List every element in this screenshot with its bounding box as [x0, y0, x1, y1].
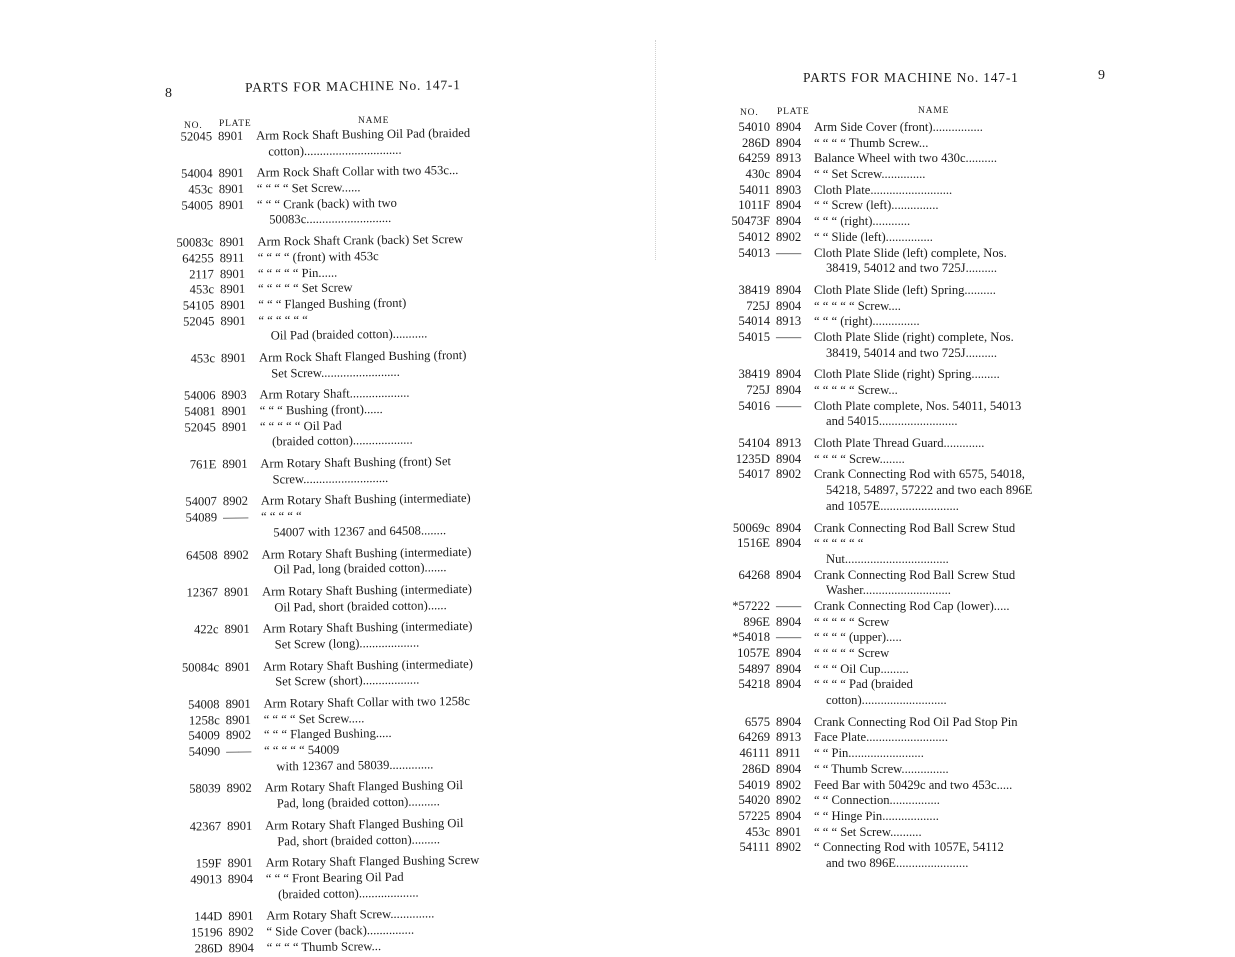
plate-number: 8904 — [776, 367, 808, 383]
part-name: Arm Rotary Shaft Flanged Bushing Oil — [265, 778, 509, 797]
part-name: with 12367 and 58039.............. — [276, 756, 508, 775]
part-name: cotton)........................... — [826, 693, 1064, 709]
part-name: “ Side Cover (back)............... — [266, 921, 510, 940]
plate-number: 8901 — [222, 457, 254, 473]
part-name: Arm Rotary Shaft Flanged Bushing Oil — [265, 815, 509, 834]
plate-number: 8904 — [776, 568, 808, 584]
page-number: 9 — [1098, 68, 1105, 84]
part-name: Cloth Plate Slide (left) Spring.......... — [814, 283, 1064, 299]
part-name: Washer............................ — [826, 583, 1064, 599]
part-name: Pad, short (braided cotton)......... — [277, 831, 509, 850]
part-number: 58039 — [163, 782, 221, 798]
part-name: “ “ “ “ “ — [261, 507, 505, 526]
part-name: “ “ “ “ “ Pin...... — [258, 263, 502, 282]
plate-number: 8913 — [776, 314, 808, 330]
plate-number: 8902 — [776, 467, 808, 483]
part-name: Arm Rotary Shaft................... — [259, 385, 503, 404]
plate-number: 8904 — [776, 299, 808, 315]
plate-number: 8901 — [222, 419, 254, 435]
part-number: *57222 — [712, 599, 770, 615]
part-number: 1516E — [712, 536, 770, 552]
part-name: “ “ “ “ “ 54009 — [264, 740, 508, 759]
part-number: 54004 — [154, 167, 212, 183]
part-number: 54013 — [712, 246, 770, 262]
plate-number: 8904 — [776, 198, 808, 214]
plate-number: 8901 — [220, 266, 252, 282]
plate-number: 8901 — [219, 197, 251, 213]
part-name: Arm Rotary Shaft Collar with two 1258c — [263, 693, 507, 712]
part-name: “ “ Connection................ — [814, 793, 1064, 809]
part-name: “ “ Set Screw.............. — [814, 167, 1064, 183]
plate-number: 8902 — [776, 778, 808, 794]
plate-number: 8901 — [228, 909, 260, 925]
plate-number: 8901 — [221, 351, 253, 367]
part-name: Pad, long (braided cotton).......... — [277, 794, 509, 813]
part-name: Arm Rotary Shaft Bushing (intermediate) — [262, 619, 506, 638]
part-number: 896E — [712, 615, 770, 631]
part-name: Arm Rotary Shaft Screw.............. — [266, 906, 510, 925]
part-number: 46111 — [712, 746, 770, 762]
part-name: Cloth Plate.......................... — [814, 183, 1064, 199]
part-number: 38419 — [712, 283, 770, 299]
part-number: 54081 — [158, 404, 216, 420]
part-name: Screw........................... — [272, 469, 504, 488]
part-name: (braided cotton)................... — [278, 884, 510, 903]
plate-number: 8901 — [227, 818, 259, 834]
plate-number: 8903 — [221, 388, 253, 404]
part-name: “ “ “ Bushing (front)...... — [260, 400, 504, 419]
plate-number: 8901 — [228, 856, 260, 872]
part-number: 144D — [164, 909, 222, 925]
part-number: 54015 — [712, 330, 770, 346]
part-name: Cloth Plate Slide (right) complete, Nos. — [814, 330, 1064, 346]
part-name: Cloth Plate complete, Nos. 54011, 54013 — [814, 399, 1064, 415]
column-header-plate: PLATE — [219, 119, 252, 129]
part-name: Face Plate.......................... — [814, 730, 1064, 746]
part-name: “ “ “ Crank (back) with two — [257, 194, 501, 213]
running-head: PARTS FOR MACHINE No. 147-1 — [803, 70, 1019, 86]
plate-number: 8904 — [776, 120, 808, 136]
part-number: 49013 — [164, 872, 222, 888]
part-number: 52045 — [154, 129, 212, 145]
plate-number: 8902 — [227, 781, 259, 797]
plate-number: 8904 — [776, 283, 808, 299]
plate-number: 8904 — [776, 452, 808, 468]
part-name: Set Screw (short).................. — [275, 672, 507, 691]
part-name: “ “ “ “ “ Screw — [814, 646, 1064, 662]
part-number: 50069c — [712, 521, 770, 537]
part-name: “ “ “ “ Set Screw..... — [264, 709, 508, 728]
part-name: Cloth Plate Slide (left) complete, Nos. — [814, 246, 1064, 262]
part-name: “ “ “ (right)............... — [814, 314, 1064, 330]
part-name: Oil Pad, long (braided cotton)....... — [274, 560, 506, 579]
part-name: Oil Pad (braided cotton)........... — [271, 326, 503, 345]
part-name: “ “ Pin........................ — [814, 746, 1064, 762]
plate-number: 8901 — [225, 659, 257, 675]
part-name: “ “ “ Set Screw.......... — [814, 825, 1064, 841]
part-number: 453c — [157, 351, 215, 367]
part-number: 38419 — [712, 367, 770, 383]
part-name: Arm Rotary Shaft Bushing (front) Set — [260, 454, 504, 473]
part-number: 54090 — [162, 744, 220, 760]
part-name: Cloth Plate Thread Guard............. — [814, 436, 1064, 452]
part-number: 286D — [712, 136, 770, 152]
part-number: 1057E — [712, 646, 770, 662]
plate-number: —— — [776, 246, 808, 262]
part-number: 54007 — [159, 495, 217, 511]
part-name: 38419, 54014 and two 725J.......... — [826, 346, 1064, 362]
part-name: Arm Rock Shaft Collar with two 453c... — [256, 163, 500, 182]
column-header-no: NO. — [184, 121, 203, 131]
part-name: Set Screw (long)................... — [275, 634, 507, 653]
part-number: 430c — [712, 167, 770, 183]
plate-number: 8904 — [229, 940, 261, 956]
part-number: 453c — [156, 282, 214, 298]
plate-number: 8902 — [776, 840, 808, 856]
part-name: “ “ “ “ “ Screw.... — [814, 299, 1064, 315]
plate-number: 8902 — [223, 547, 255, 563]
plate-number: 8913 — [776, 151, 808, 167]
plate-number: 8902 — [226, 728, 258, 744]
part-number: 761E — [158, 457, 216, 473]
part-name: “ “ “ “ (upper)..... — [814, 630, 1064, 646]
plate-number: 8904 — [776, 809, 808, 825]
part-name: “ “ “ “ (front) with 453c — [258, 247, 502, 266]
part-number: 422c — [160, 622, 218, 638]
part-name: “ “ “ Flanged Bushing..... — [264, 725, 508, 744]
plate-number: 8904 — [776, 521, 808, 537]
plate-number: 8911 — [220, 251, 252, 267]
part-name: 54218, 54897, 57222 and two each 896E — [826, 483, 1064, 499]
part-name: Arm Rotary Shaft Bushing (intermediate) — [261, 544, 505, 563]
part-name: 54007 with 12367 and 64508........ — [273, 522, 505, 541]
right-page — [640, 0, 1235, 954]
running-head: PARTS FOR MACHINE No. 147-1 — [245, 77, 461, 96]
part-name: “ “ “ “ “ “ — [258, 310, 502, 329]
plate-number: 8901 — [222, 404, 254, 420]
part-name: Arm Rock Shaft Flanged Bushing (front) — [259, 347, 503, 366]
part-name: Arm Rotary Shaft Bushing (intermediate) — [261, 491, 505, 510]
part-number: 64259 — [712, 151, 770, 167]
plate-number: 8901 — [225, 697, 257, 713]
part-number: 52045 — [156, 314, 214, 330]
part-name: “ “ “ “ “ Screw — [814, 615, 1064, 631]
part-name: and two 896E....................... — [826, 856, 1064, 872]
column-header-no: NO. — [740, 108, 759, 118]
plate-number: 8901 — [776, 825, 808, 841]
part-name: Crank Connecting Rod with 6575, 54018, — [814, 467, 1064, 483]
plate-number: 8904 — [776, 536, 808, 552]
part-name: Arm Rotary Shaft Flanged Bushing Screw — [266, 853, 510, 872]
part-name: “ “ “ “ “ Oil Pad — [260, 416, 504, 435]
plate-number: 8904 — [776, 662, 808, 678]
part-number: 54105 — [156, 298, 214, 314]
plate-number: 8904 — [776, 646, 808, 662]
part-name: and 1057E......................... — [826, 499, 1064, 515]
part-name: “ “ “ “ Set Screw...... — [257, 179, 501, 198]
plate-number: —— — [776, 630, 808, 646]
plate-number: 8904 — [776, 762, 808, 778]
part-number: 42367 — [163, 819, 221, 835]
plate-number: 8901 — [218, 166, 250, 182]
part-number: 54104 — [712, 436, 770, 452]
part-number: 64269 — [712, 730, 770, 746]
part-name: “ “ Thumb Screw............... — [814, 762, 1064, 778]
plate-number: 8902 — [228, 925, 260, 941]
part-name: “ “ “ “ Thumb Screw... — [814, 136, 1064, 152]
plate-number: —— — [226, 744, 258, 760]
plate-number: 8901 — [218, 129, 250, 145]
part-number: 50083c — [155, 235, 213, 251]
plate-number: 8913 — [776, 730, 808, 746]
part-name: and 54015......................... — [826, 414, 1064, 430]
plate-number: —— — [223, 510, 255, 526]
part-name: “ “ “ “ Screw........ — [814, 452, 1064, 468]
part-number: 453c — [712, 825, 770, 841]
plate-number: 8901 — [219, 182, 251, 198]
part-number: 159F — [164, 856, 222, 872]
plate-number: —— — [776, 399, 808, 415]
part-name: “ “ “ “ Thumb Screw... — [267, 937, 511, 956]
part-name: Oil Pad, short (braided cotton)...... — [274, 597, 506, 616]
plate-number: 8904 — [228, 872, 260, 888]
plate-number: 8901 — [224, 585, 256, 601]
part-number: 54017 — [712, 467, 770, 483]
part-number: 54005 — [155, 198, 213, 214]
part-name: Crank Connecting Rod Ball Screw Stud — [814, 521, 1064, 537]
part-number: 54011 — [712, 183, 770, 199]
part-name: “ “ “ “ “ Screw... — [814, 383, 1064, 399]
plate-number: 8904 — [776, 383, 808, 399]
plate-number: 8904 — [776, 615, 808, 631]
column-header-name: NAME — [918, 106, 949, 116]
part-name: Crank Connecting Rod Oil Pad Stop Pin — [814, 715, 1064, 731]
plate-number: 8902 — [223, 494, 255, 510]
part-number: 54010 — [712, 120, 770, 136]
part-name: Balance Wheel with two 430c.......... — [814, 151, 1064, 167]
part-number: 453c — [155, 182, 213, 198]
part-number: 1011F — [712, 198, 770, 214]
part-number: 54020 — [712, 793, 770, 809]
part-number: 6575 — [712, 715, 770, 731]
plate-number: 8901 — [220, 313, 252, 329]
parts-list-left — [154, 130, 165, 957]
part-name: 38419, 54012 and two 725J.......... — [826, 261, 1064, 277]
plate-number: 8903 — [776, 183, 808, 199]
part-number: 50473F — [712, 214, 770, 230]
part-name: (braided cotton)................... — [272, 432, 504, 451]
plate-number: 8913 — [776, 436, 808, 452]
part-number: 54897 — [712, 662, 770, 678]
part-name: “ Connecting Rod with 1057E, 54112 — [814, 840, 1064, 856]
part-name: “ “ “ (right)............ — [814, 214, 1064, 230]
part-number: 1258c — [162, 713, 220, 729]
part-number: 15196 — [164, 925, 222, 941]
part-number: 57225 — [712, 809, 770, 825]
part-number: 54111 — [712, 840, 770, 856]
part-number: 725J — [712, 383, 770, 399]
part-number: 64255 — [156, 251, 214, 267]
plate-number: 8904 — [776, 715, 808, 731]
part-name: “ “ Screw (left)............... — [814, 198, 1064, 214]
part-number: 54008 — [161, 697, 219, 713]
part-name: Arm Side Cover (front)................ — [814, 120, 1064, 136]
part-number: 54089 — [159, 510, 217, 526]
plate-number: 8904 — [776, 677, 808, 693]
part-name: Arm Rock Shaft Bushing Oil Pad (braided — [256, 125, 500, 144]
part-number: 64508 — [159, 548, 217, 564]
plate-number: 8902 — [776, 230, 808, 246]
part-number: 50084c — [161, 660, 219, 676]
part-number: 54218 — [712, 677, 770, 693]
part-number: *54018 — [712, 630, 770, 646]
part-name: 50083c........................... — [269, 210, 501, 229]
part-name: “ “ Hinge Pin.................. — [814, 809, 1064, 825]
part-number: 2117 — [156, 267, 214, 283]
part-number: 54019 — [712, 778, 770, 794]
column-header-name: NAME — [358, 116, 389, 126]
plate-number: 8901 — [220, 298, 252, 314]
part-name: Feed Bar with 50429c and two 453c..... — [814, 778, 1064, 794]
plate-number: 8902 — [776, 793, 808, 809]
part-number: 286D — [165, 941, 223, 957]
part-name: cotton)............................... — [268, 141, 500, 160]
plate-number: 8901 — [224, 622, 256, 638]
plate-number: 8904 — [776, 136, 808, 152]
plate-number: —— — [776, 599, 808, 615]
part-number: 725J — [712, 299, 770, 315]
part-name: Arm Rotary Shaft Bushing (intermediate) — [263, 656, 507, 675]
part-name: Nut................................. — [826, 552, 1064, 568]
part-name: Crank Connecting Rod Ball Screw Stud — [814, 568, 1064, 584]
part-name: “ “ “ Flanged Bushing (front) — [258, 294, 502, 313]
part-name: Arm Rotary Shaft Bushing (intermediate) — [262, 581, 506, 600]
part-number: 54014 — [712, 314, 770, 330]
plate-number: 8904 — [776, 214, 808, 230]
part-number: 54009 — [162, 729, 220, 745]
part-number: 54016 — [712, 399, 770, 415]
plate-number: 8904 — [776, 167, 808, 183]
part-name: “ “ “ “ “ Set Screw — [258, 279, 502, 298]
part-name: Cloth Plate Slide (right) Spring......... — [814, 367, 1064, 383]
part-number: 52045 — [158, 420, 216, 436]
plate-number: 8901 — [220, 282, 252, 298]
part-name: “ “ “ Oil Cup......... — [814, 662, 1064, 678]
page-number: 8 — [165, 86, 172, 102]
plate-number: 8911 — [776, 746, 808, 762]
part-name: Set Screw......................... — [271, 363, 503, 382]
part-name: “ “ “ Front Bearing Oil Pad — [266, 868, 510, 887]
part-name: Crank Connecting Rod Cap (lower)..... — [814, 599, 1064, 615]
part-name: “ “ “ “ Pad (braided — [814, 677, 1064, 693]
plate-number: 8901 — [226, 712, 258, 728]
part-number: 54012 — [712, 230, 770, 246]
part-number: 54006 — [157, 389, 215, 405]
part-name: Arm Rock Shaft Crank (back) Set Screw — [257, 232, 501, 251]
column-header-plate: PLATE — [777, 107, 810, 117]
plate-number: —— — [776, 330, 808, 346]
part-number: 64268 — [712, 568, 770, 584]
part-number: 12367 — [160, 585, 218, 601]
part-number: 286D — [712, 762, 770, 778]
part-name: “ “ “ “ “ “ — [814, 536, 1064, 552]
plate-number: 8901 — [219, 235, 251, 251]
part-number: 1235D — [712, 452, 770, 468]
part-name: “ “ Slide (left)............... — [814, 230, 1064, 246]
